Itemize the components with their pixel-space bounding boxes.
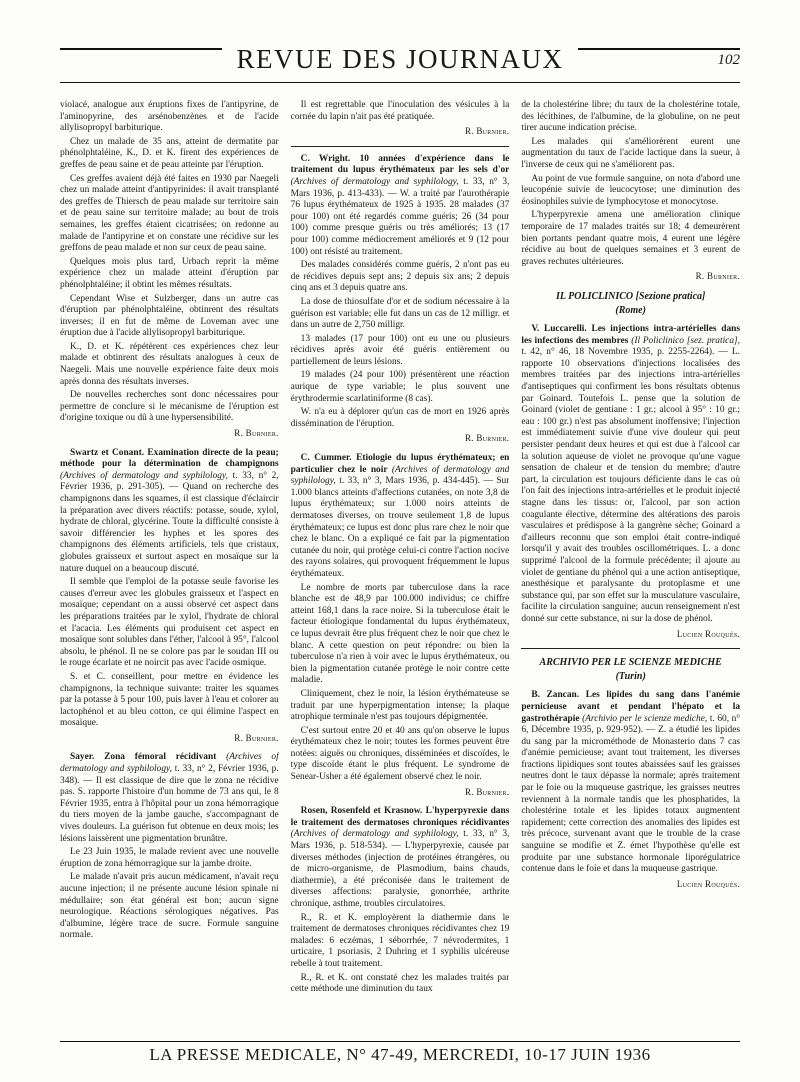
paragraph: C'est surtout entre 20 et 40 ans qu'on observe le lupus érythémateux chez le noir; toutes les formes peuvent être notées: aiguës ou chroniques, disséminées et discoïdes, le type discoïde étant le plus fréquent. Le syndrome de Senear-Usher a été également observé chez le noir. <box>290 725 510 783</box>
article-title: Zona fémoral récidivant <box>104 752 217 763</box>
author-signature: Lucien Rouquès. <box>676 878 740 889</box>
paragraph: Il est regrettable que l'inoculation des vésicules à la cornée du lapin n'ait pas été pratiquée. <box>290 100 510 122</box>
journal-citation: (Archivio per le scienze mediche, <box>582 713 708 724</box>
journal-section-city: (Rome) <box>615 304 646 316</box>
article-title: Les lipides du sang dans l'anémie pernicieuse avant et pendant l'hépato et la gastrothérapie <box>521 690 740 724</box>
article-body: t. 60, n° 6, Décembre 1935, p. 929-952). — Z. a étudié les lipides du sang par la microméthode de Monasterio dans 7 cas d'anémie pernicieuse; avant tout traitement, les diverses fractions lipidiques sont toutes abaissées sauf les graisses neutres dont le taux dépasse la normale; après traitement par le foie ou la muqueuse gastrique, les graisses neutres reviennent à la normale tandis que les phosphatides, la cholestérine totale et les lipides totaux augmentent rapidement; cette correction des anomalies des lipides est très précoce, survenant avant que le trouble de la crase sanguine se modifie et Z. émet l'hypothèse qu'elle est produite par une substance hormonale liporégulatrice contenue dans le foie et dans la muqueuse gastrique. <box>521 713 740 875</box>
paragraph: Des malades considérés comme guéris, 2 n'ont pas eu de récidives depuis sept ans; 2 depuis six ans; 2 depuis cinq ans et 3 depuis quatre ans. <box>290 260 510 294</box>
paragraph: Il semble que l'emploi de la potasse seule favorise les causes d'erreur avec les globules graisseux et l'aspect en mosaïque; cependant on a aussi observé cet aspect dans les préparations traitées par le xylol, l'hydrate de chloral et l'acacia. Les éléments qui produisent cet aspect en mosaïque sont solubles dans l'éther, l'alcool à 95°, l'alcool absolu, le phénol. Il ne se colore pas par le soudan III ou le rouge écarlate et ne noircit pas avec l'acide osmique. <box>60 577 279 669</box>
author-signature: R. Burnier. <box>464 433 510 444</box>
paragraph: Chez un malade de 35 ans, atteint de dermatite par phénolphtaléine, K., D. et K. firent des expériences de greffes de peau saine et de peau atteinte par l'éruption. <box>60 136 279 170</box>
paragraph: R., R. et K. ont constaté chez les malades traités par cette méthode une diminution du taux <box>290 972 510 995</box>
running-title <box>0 44 800 75</box>
journal-citation: (Archives of dermatology and syphilology, <box>60 752 279 775</box>
paragraph: Le malade n'avait pris aucun médicament, n'avait reçu aucune injection; il ne présente aucune lésion spinale ni médullaire; son état général est bon; aucun signe neurologique. Réactions sérologiques négatives. Pas d'albumine, légère trace de sucre. Formule sanguine normale. <box>60 872 279 941</box>
author-signature: R. Burnier. <box>234 732 279 743</box>
article-author: Sayer. <box>70 752 95 763</box>
column-3 <box>521 100 740 1035</box>
paragraph: L'hyperpyrexie amena une amélioration clinique temporaire de 17 malades traités sur 18; 4 demeurèrent bien portants pendant quatre mois, 4 eurent une légère récidive au bout de quelques semaines et 3 eurent de graves rechutes ultérieures. <box>521 210 740 267</box>
journal-section-city: (Turin) <box>615 670 646 682</box>
article-abstract <box>291 453 510 581</box>
paragraph: La dose de thiosulfate d'or et de sodium nécessaire à la guérison est variable; elle fut dans un cas de 12 milligr. et dans un autre de 2,750 milligr. <box>290 296 510 331</box>
paragraph: Cependant Wise et Sulzberger, dans un autre cas d'éruption par phénolphtaléine, obtinrent des résultats inverses; il en fut de même de Loveman avec une éruption due à l'acide allylisopropyl barbiturique. <box>60 293 279 339</box>
paragraph: Cliniquement, chez le noir, la lésion érythémateuse se traduit par une hyperpigmentation intense; la plaque atrophique terminale n'est pas toujours dépigmentée. <box>290 688 510 723</box>
article-body: t. 42, n° 46, 18 Novembre 1935, p. 2255-2264). — L. rapporte 10 observations d'injections localisées des membres traitées par des injections intra-artérielles d'antiseptiques qui confirment les bons résultats obtenus par Goinard. Toutefois L. pense que la solution de Goinard (violet de gentiane : 1 gr.; alcool à 95° : 10 gr.; eau : 100 gr.) n'est pas absolument inoffensive; l'injection est immédiatement suivie d'une vive douleur qui peut persister pendant deux heures et qui est due à l'alcool car la solution aqueuse de violet ne provoque qu'une vague sensation de chaleur et de tension du membre; d'autre part, la circulation est toujours déficiente dans le cas où l'on fait des injections intra-artérielles et le produit injecté stagne dans les tissus: or, l'alcool, par son action coagulante élective, détermine des altérations des parois vasculaires et prédispose à la gangrène sèche; Goinard a d'ailleurs reconnu que son emploi était contre-indiqué lorsqu'il y avait des troubles oscillométriques. L. a donc supprimé l'alcool de la formule précédente; il ajoute au violet de gentiane du phénol qui a une action antiseptique, anesthésique et paralysante du protoplasme et une substance qui, par son effet sur la musculature vasculaire, facilite la circulation sanguine; aucun renseignement n'est donné sur cette substance, ni sur la dose de phénol. <box>521 347 740 624</box>
article-author: Rosen, Rosenfeld et Krasnow. <box>300 806 423 817</box>
paragraph: De nouvelles recherches sont donc nécessaires pour permettre de conclure si le mécanisme de l'éruption est d'origine toxique ou dû à une hypersensibilité. <box>60 390 279 424</box>
article-columns <box>60 100 740 1035</box>
article-author: C. Wright. <box>300 153 351 164</box>
journal-citation: (Archives of dermatology and syphilology, <box>60 470 228 481</box>
journal-section-title: ARCHIVIO PER LE SCIENZE MEDICHE <box>539 657 722 669</box>
article-abstract <box>60 448 279 576</box>
author-signature: R. Burnier. <box>464 786 510 797</box>
author-signature: R. Burnier. <box>464 126 510 137</box>
footer-rule <box>60 1041 740 1042</box>
article-title: Examination directe de la peau; méthode pour la détermination de champignons <box>60 447 279 470</box>
paragraph: S. et C. conseillent, pour mettre en évidence les champignons, la technique suivante: traiter les squames par la potasse à 5 pour 100, puis laver à l'eau et colorer au lactophénol et au bleu cotton, ce qui élimine l'aspect en mosaïque. <box>60 671 279 729</box>
journal-citation: (Archives of dermatology and syphilology, <box>290 176 459 187</box>
journal-section-title: IL POLICLINICO [Sezione pratica] <box>556 290 706 302</box>
article-title: 10 années d'expérience dans le traitement du lupus érythémateux par les sels d'or <box>290 153 510 176</box>
paragraph: Quelques mois plus tard, Urbach reprit la même expérience chez un malade atteint d'éruption par phénolphtaléine; il obtint les mêmes résultats. <box>60 256 279 290</box>
separator <box>291 146 510 147</box>
paragraph: Au point de vue formule sanguine, on nota d'abord une leucopénie suivie de leucocytose; une diminution des éosinophiles suivie de lymphocytose et monocytose. <box>521 173 740 207</box>
paragraph: R., R. et K. employèrent la diathermie dans le traitement de dermatoses chroniques récidivantes chez 19 malades: 6 eczémas, 1 séborrhée, 7 névrodermites, 1 urticaire, 1 psoriasis, 2 Duhring et 1 syphilis ulcéreuse rebelle à tout traitement. <box>290 912 510 969</box>
article-title: Les injections intra-artérielles dans les infections des membres <box>521 324 740 346</box>
article-body: t. 33, n° 2, Février 1936, p. 291-305). — Quand on recherche des champignons dans les squames, il est classique d'éclaircir la préparation avec divers réactifs: potasse, soude, xylol, hydrate de chloral, glycérine. Toute la difficulté consiste à savoir différencier les hyphes et les spores des champignons des éléments artificiels, tels que cristaux, globules graisseux et surtout aspect en mosaïque sur la nature duquel on a beaucoup discuté. <box>60 470 279 574</box>
paragraph: de la cholestérine libre; du taux de la cholestérine totale, des lécithines, de l'albumine, de la globuline, on ne peut tirer aucune indication précise. <box>521 100 740 134</box>
paragraph: 19 malades (24 pour 100) présentèrent une réaction aurique de type variable; le plus souvent une érythrodermie scarlatiniforme (8 cas). <box>290 370 510 404</box>
header-rule-bottom <box>60 82 740 83</box>
article-author: B. Zancan. <box>531 690 580 701</box>
article-body: t. 33, n° 3, Mars 1936, p. 413-433). — W. a traité par l'aurothérapie 76 lupus érythémateux de 1925 à 1935. 28 malades (37 pour 100) ont été regardés comme guéris; 26 (34 pour 100) comme presque guéris ou très améliorés; 13 (17 pour 100) comme médiocrement améliorés et 9 (12 pour 100) ont résisté au traitement. <box>290 176 510 257</box>
article-abstract <box>521 324 740 625</box>
article-abstract <box>291 806 510 910</box>
paragraph: 13 malades (17 pour 100) ont eu une ou plusieurs récidives après avoir été guéris entièrement ou partiellement de leurs lésions. <box>290 333 510 367</box>
journal-citation: (Il Policlinico [sez. pratica], <box>631 335 740 346</box>
article-title: Etiologie du lupus érythémateux; en particulier chez le noir <box>290 453 510 475</box>
author-signature: Lucien Rouquès. <box>676 628 740 639</box>
author-signature: R. Burnier. <box>234 428 279 439</box>
page-footer: LA PRESSE MEDICALE, N° 47-49, MERCREDI, 10-17 JUIN 1936 <box>149 1045 651 1064</box>
paragraph: Le 23 Juin 1935, le malade revient avec une nouvelle éruption de zona hémorragique sur la jambe droite. <box>60 847 279 869</box>
article-author: V. Luccarelli. <box>531 324 587 335</box>
article-abstract <box>521 690 740 876</box>
paragraph: Le nombre de morts par tuberculose dans la race blanche est de 48,9 par 100.000 individus; ce chiffre atteint 168,1 dans la race noire. Si la tuberculose était le facteur étiologique fondamental du lupus érythémateux, ce lupus devrait être plus fréquent chez le noir que chez le blanc. A cette question on peut répondre: ou bien la tuberculose n'a rien à voir avec le lupus érythémateux, ou bien la pigmentation cutanée protège le noir contre cette maladie. <box>290 582 510 686</box>
article-abstract <box>291 154 510 258</box>
article-body: t. 33, n° 2, Février 1936, p. 348). — Il est classique de dire que le zona ne récidive pas. S. rapporte l'histoire d'un homme de 73 ans qui, le 8 Février 1935, entra à l'hôpital pour un zona hémorragique du tiers moyen de la jambe gauche, s'accompagnant de vives douleurs. La guérison fut obtenue en deux mois; les lésions laissèrent une pigmentation brunâtre. <box>60 764 279 844</box>
column-1 <box>60 100 279 1035</box>
column-2 <box>291 100 510 1035</box>
article-title: L'hyperpyrexie dans le traitement des dermatoses chroniques récidivantes <box>290 806 510 828</box>
article-body: t. 33, n° 3, Mars 1936, p. 434-445). — Sur 1.000 blancs atteints d'affections cutanées, on note 3,8 de lupus érythémateux; sur 1.000 noirs atteints de dermatoses diverses, on trouve seulement 1,8 de lupus érythémateux; ce lupus est donc plus rare chez le noir que chez le blanc. On a expliqué ce fait par la pigmentation cutanée du noir, qui protège celui-ci contre l'action nocive des rayons solaires, qui provoquent fréquemment le lupus érythémateux. <box>290 476 510 579</box>
paragraph: violacé, analogue aux éruptions fixes de l'antipyrine, de l'aminopyrine, des arsénobenzènes et de l'acide allylisopropyl barbiturique. <box>60 100 279 134</box>
running-title-text: REVUE DES JOURNAUX <box>222 44 577 74</box>
article-author: C. Cummer. <box>300 453 352 464</box>
article-author: Swartz et Conant. <box>70 447 145 458</box>
article-body: t. 33, n° 3, Mars 1936, p. 518-534). — L'hyperpyrexie, causée par diverses méthodes (injection de protéines étrangères, ou de micro-organisme, de Plasmodium, bains chauds, diathermie), a été préconisée dans le traitement de diverses affections: paralysie, gonorrhée, arthrite chronique, asthme, troubles circulatoires. <box>290 829 510 909</box>
paragraph: Ces greffes avaient déjà été faites en 1930 par Naegeli chez un malade atteint d'antipyrinides: il avait transplanté des greffes de Thiersch de peau malade sur territoire sain et de peau saine sur territoire malade; au bout de trois semaines, les greffes étaient cicatrisées; on redonne au malade de l'antipyrine et on constate une récidive sur les greffons de peau malade et non sur ceux de peau saine. <box>60 173 279 254</box>
author-signature: R. Burnier. <box>695 271 740 282</box>
paragraph: W. n'a eu à déplorer qu'un cas de mort en 1926 après dissémination de l'éruption. <box>290 407 510 429</box>
journal-citation: (Archives of dermatology and syphilology, <box>290 829 459 840</box>
separator <box>521 648 740 649</box>
page-number: 102 <box>712 52 741 69</box>
journal-citation: (Archives of dermatology and syphilology, <box>290 464 510 487</box>
paragraph: K., D. et K. répétèrent ces expériences chez leur malade et obtinrent des résultats analogues à ceux de Naegeli. Mais une nouvelle expérience faite deux mois après donna des résultats inverses. <box>60 341 279 387</box>
paragraph: Les malades qui s'améliorèrent eurent une augmentation du taux de l'acide lactique dans la sueur, à l'inverse de ceux qui ne s'améliorent pas. <box>521 136 740 170</box>
article-abstract <box>60 752 279 845</box>
